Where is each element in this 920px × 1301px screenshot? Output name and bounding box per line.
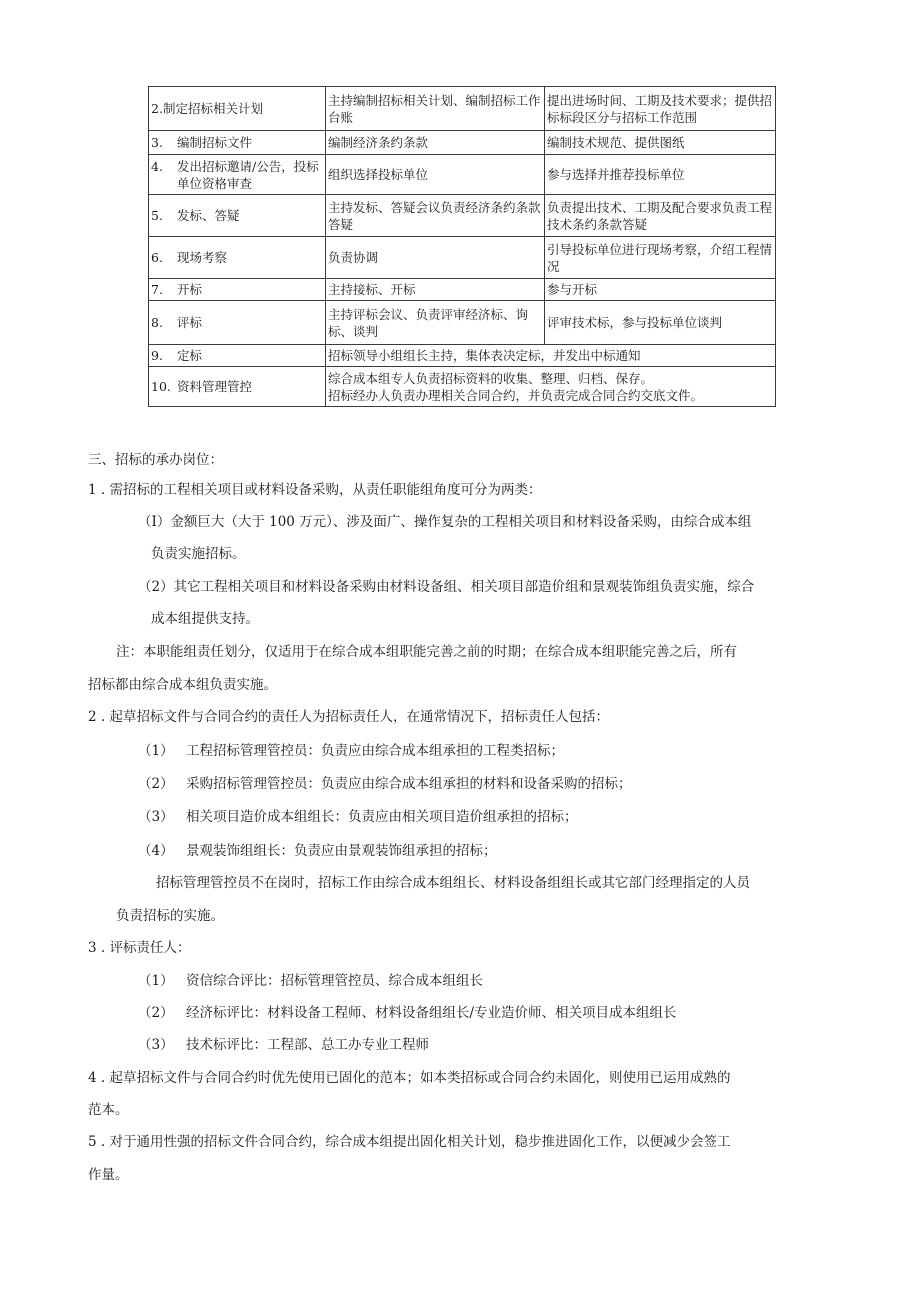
sub-number: （2） [138,1005,174,1021]
item-3-sub [138,1036,429,1054]
engineering-duty: 负责提出技术、工期及配合要求负责工程技术条约条款答疑 [545,195,776,237]
step-label: 制定招标相关计划 [162,101,263,116]
item-2-follow-cont: 负责招标的实施。 [116,908,224,924]
item-4-line-1: 4 . 起草招标文件与合同合约时优先使用已固化的范本；如本类招标或合同合约未固化，则使用已运用成熟的 [88,1070,731,1086]
item-1-sub-2: （2）其它工程相关项目和材料设备采购由材料设备组、相关项目部造价组和景观装饰组负责实施，综合 [138,579,755,595]
sub-text: 景观装饰组组长：负责应由景观装饰组承担的招标； [186,843,497,859]
cost-group-duty: 主持接标、开标 [326,279,545,301]
cost-group-duty: 组织选择投标单位 [326,155,545,195]
step-label: 发出招标邀请/公告，投标单位资格审查 [177,158,319,191]
step-number: 4. [151,158,163,174]
step-label: 发标、答疑 [177,208,240,223]
cost-group-duty: 主持评标会议、负责评审经济标、询标、谈判 [326,301,545,345]
step-cell [149,345,326,367]
sub-text: 采购招标管理管控员：负责应由综合成本组承担的材料和设备采购的招标； [186,776,632,792]
cost-group-duty: 编制经济条约条款 [326,131,545,155]
step-label: 开标 [177,282,203,297]
step-cell [149,301,326,345]
step-label: 现场考察 [177,250,228,265]
step-number: 8. [151,315,163,330]
engineering-duty: 评审技术标，参与投标单位谈判 [545,301,776,345]
table-row [149,301,776,345]
engineering-duty: 引导投标单位进行现场考察，介绍工程情况 [545,237,776,279]
item-4-line-2: 范本。 [88,1102,129,1118]
table-row [149,279,776,301]
step-number: 2. [151,101,163,116]
step-number: 7. [151,282,163,297]
sub-text: 经济标评比：材料设备工程师、材料设备组组长/专业造价师、相关项目成本组组长 [186,1005,677,1021]
step-label: 评标 [177,315,203,330]
item-2-sub [138,808,578,826]
item-2-sub [138,842,497,860]
item-3-heading: 3 . 评标责任人： [88,940,191,956]
sub-text: 资信综合评比：招标管理管控员、综合成本组组长 [186,973,483,989]
item-1-sub-1-cont: 负责实施招标。 [151,546,246,562]
step-number: 9. [151,348,163,363]
table-row [149,195,776,237]
sub-number: （2） [138,776,174,792]
step-cell [149,195,326,237]
table-row [149,155,776,195]
step-cell [149,237,326,279]
step-cell [149,279,326,301]
item-1-note: 注：本职能组责任划分，仅适用于在综合成本组职能完善之前的时期；在综合成本组职能完善之后，所有 [116,644,737,660]
table-row [149,367,776,407]
item-5-line-1: 5 . 对于通用性强的招标文件合同合约，综合成本组提出固化相关计划，稳步推进固化工作，以便减少会签工 [88,1134,731,1150]
item-2-follow: 招标管理管控员不在岗时，招标工作由综合成本组组长、材料设备组组长或其它部门经理指定的人员 [156,875,750,891]
section-title: 三、招标的承办岗位： [88,452,223,468]
sub-number: （3） [138,809,174,825]
merged-duty [326,367,776,407]
table-row [149,131,776,155]
table-row [149,345,776,367]
item-5-line-2: 作量。 [88,1167,129,1183]
step-label: 资料管理管控 [177,379,253,394]
item-2-sub [138,742,564,760]
cost-group-duty: 主持发标、答疑会议负责经济条约条款答疑 [326,195,545,237]
sub-number: （1） [138,973,174,989]
engineering-duty: 编制技术规范、提供图纸 [545,131,776,155]
step-cell [149,87,326,131]
step-cell [149,155,326,195]
table-row [149,237,776,279]
sub-text: 工程招标管理管控员：负责应由综合成本组承担的工程类招标； [186,743,564,759]
engineering-duty: 参与开标 [545,279,776,301]
merged-duty-line: 招标经办人负责办理相关合同合约，并负责完成合同合约交底文件。 [328,387,704,403]
merged-duty-line: 综合成本组专人负责招标资料的收集、整理、归档、保存。 [328,370,654,386]
sub-text: 相关项目造价成本组组长：负责应由相关项目造价组承担的招标； [186,809,578,825]
step-number: 3. [151,135,163,150]
merged-duty: 招标领导小组组长主持，集体表决定标，并发出中标通知 [326,345,776,367]
sub-text: 技术标评比：工程部、总工办专业工程师 [186,1037,429,1053]
item-1-note-cont: 招标都由综合成本组负责实施。 [88,677,277,693]
step-cell [149,131,326,155]
cost-group-duty: 主持编制招标相关计划、编制招标工作台账 [326,87,545,131]
item-1-heading: 1 . 需招标的工程相关项目或材料设备采购，从责任职能组角度可分为两类： [88,482,542,498]
engineering-duty: 参与选择并推荐投标单位 [545,155,776,195]
step-label: 定标 [177,348,203,363]
step-number: 6. [151,250,163,265]
sub-number: （1） [138,743,174,759]
sub-number: （3） [138,1037,174,1053]
cost-group-duty: 负责协调 [326,237,545,279]
step-number: 5. [151,208,163,223]
step-label: 编制招标文件 [177,135,253,150]
item-1-sub-2-cont: 成本组提供支持。 [151,611,259,627]
responsibility-table [148,86,776,407]
item-3-sub [138,1004,677,1022]
step-cell [149,367,326,407]
item-2-sub [138,775,632,793]
engineering-duty: 提出进场时间、工期及技术要求；提供招标标段区分与招标工作范围 [545,87,776,131]
step-number: 10. [151,379,171,394]
item-1-sub-1: （I）金额巨大（大于 100 万元）、涉及面广、操作复杂的工程相关项目和材料设备采购，由综合成本组 [138,514,752,530]
item-2-heading: 2 . 起草招标文件与合同合约的责任人为招标责任人，在通常情况下，招标责任人包括： [88,709,609,725]
table-row [149,87,776,131]
sub-number: （4） [138,843,174,859]
item-3-sub [138,972,483,990]
